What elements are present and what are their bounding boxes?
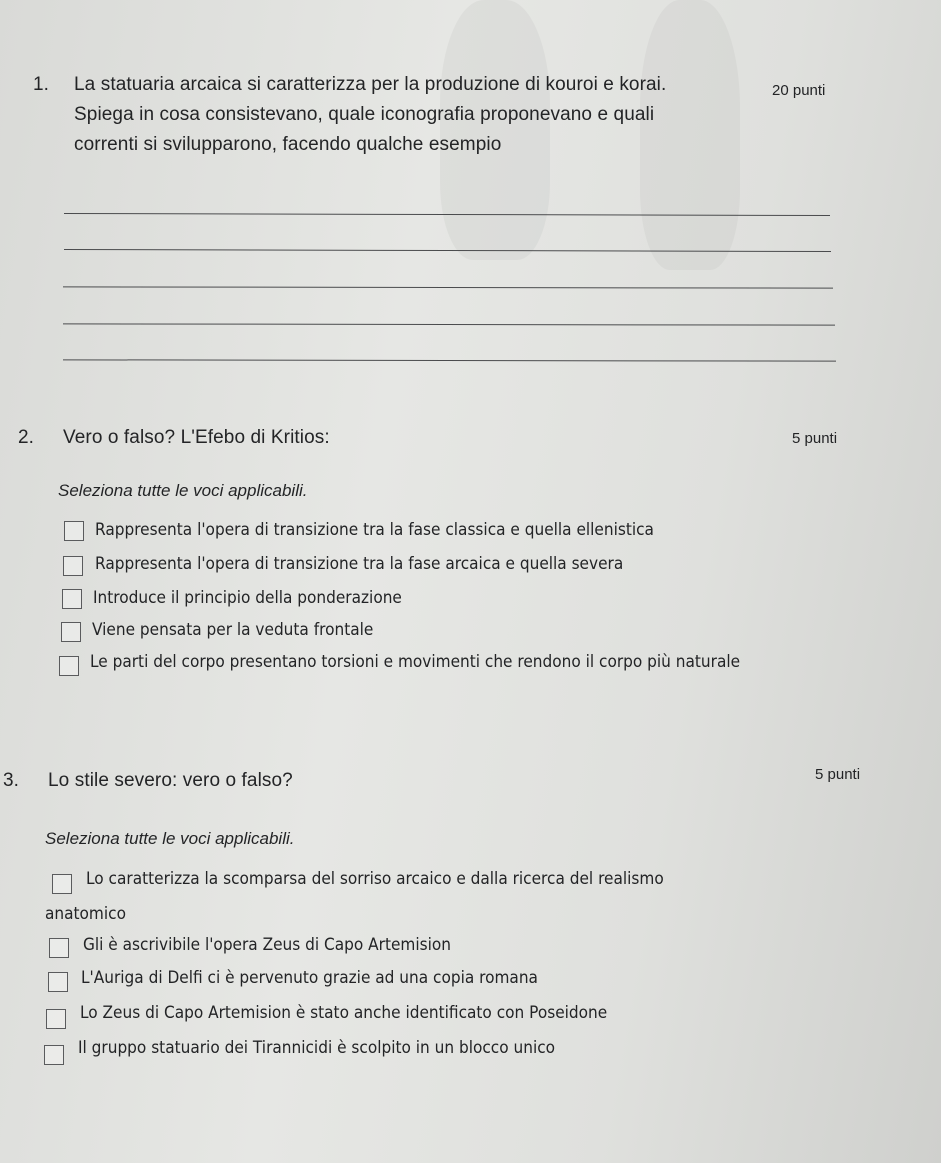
question-2-option-1-label: Rappresenta l'opera di transizione tra la fase classica e quella ellenistica bbox=[95, 520, 654, 539]
option-checkbox[interactable] bbox=[63, 556, 83, 576]
question-1-points: 20 punti bbox=[772, 82, 826, 99]
question-3-option-1-label: Lo caratterizza la scomparsa del sorriso arcaico e dalla ricerca del realismo bbox=[86, 869, 664, 888]
option-checkbox[interactable] bbox=[46, 1009, 66, 1029]
question-2-option-4-label: Viene pensata per la veduta frontale bbox=[92, 620, 374, 639]
option-checkbox[interactable] bbox=[44, 1045, 64, 1065]
question-1-number: 1. bbox=[33, 74, 50, 95]
option-checkbox[interactable] bbox=[52, 874, 72, 894]
answer-line[interactable] bbox=[63, 323, 835, 325]
question-1-title-line-2: Spiega in cosa consistevano, quale iconografia proponevano e quali bbox=[74, 104, 655, 125]
question-3-number: 3. bbox=[3, 770, 20, 791]
option-checkbox[interactable] bbox=[59, 656, 79, 676]
answer-line[interactable] bbox=[63, 359, 836, 361]
bleed-through-figure bbox=[640, 0, 740, 270]
option-checkbox[interactable] bbox=[62, 589, 82, 609]
question-3-option-3-label: L'Auriga di Delfi ci è pervenuto grazie ad una copia romana bbox=[81, 968, 538, 987]
option-checkbox[interactable] bbox=[49, 938, 69, 958]
option-checkbox[interactable] bbox=[48, 972, 68, 992]
question-1-title-line-1: La statuaria arcaica si caratterizza per la produzione di kouroi e korai. bbox=[74, 74, 667, 95]
option-checkbox[interactable] bbox=[61, 622, 81, 642]
option-checkbox[interactable] bbox=[64, 521, 84, 541]
question-3-points: 5 punti bbox=[815, 766, 861, 783]
question-3-option-1-continuation: anatomico bbox=[45, 904, 126, 923]
question-3-title: Lo stile severo: vero o falso? bbox=[48, 770, 293, 791]
bleed-through-figure bbox=[440, 0, 550, 260]
question-3-option-4-label: Lo Zeus di Capo Artemision è stato anche identificato con Poseidone bbox=[80, 1003, 608, 1022]
question-2-number: 2. bbox=[18, 427, 35, 448]
question-1-title-line-3: correnti si svilupparono, facendo qualche esempio bbox=[74, 134, 502, 155]
question-2-instruction: Seleziona tutte le voci applicabili. bbox=[58, 481, 308, 500]
question-2-option-2-label: Rappresenta l'opera di transizione tra la fase arcaica e quella severa bbox=[95, 554, 624, 573]
question-3-instruction: Seleziona tutte le voci applicabili. bbox=[45, 829, 295, 848]
question-3-option-5-label: Il gruppo statuario dei Tirannicidi è scolpito in un blocco unico bbox=[78, 1038, 556, 1057]
question-2-points: 5 punti bbox=[792, 430, 838, 447]
question-2-title: Vero o falso? L'Efebo di Kritios: bbox=[63, 427, 330, 448]
question-2-option-3-label: Introduce il principio della ponderazione bbox=[93, 588, 402, 607]
question-3-option-2-label: Gli è ascrivibile l'opera Zeus di Capo Artemision bbox=[83, 935, 452, 954]
answer-line[interactable] bbox=[63, 286, 833, 288]
question-2-option-5-label: Le parti del corpo presentano torsioni e movimenti che rendono il corpo più naturale bbox=[90, 652, 741, 671]
